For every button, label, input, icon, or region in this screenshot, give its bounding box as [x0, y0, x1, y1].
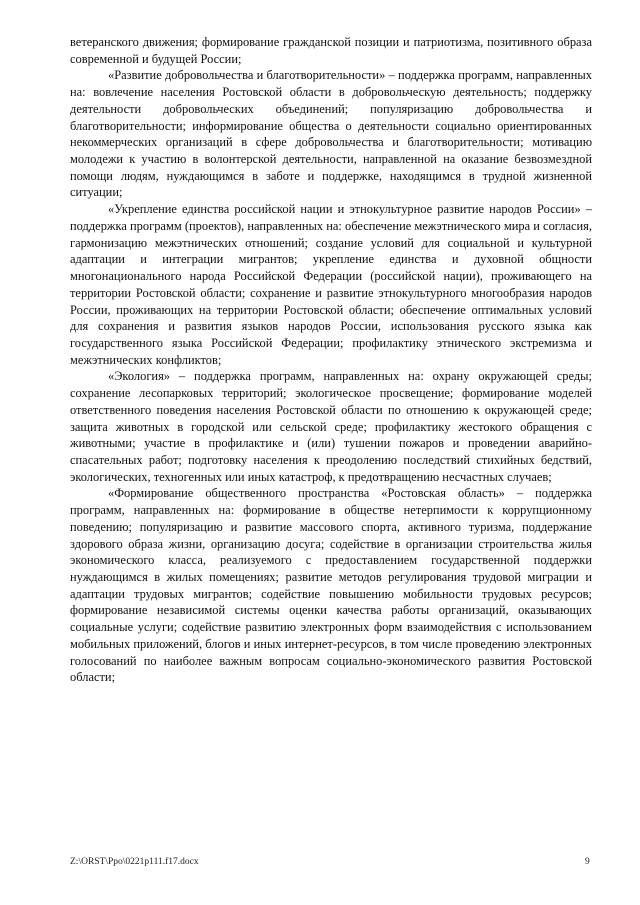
document-body [70, 34, 592, 686]
paragraph-public-space: «Формирование общественного пространства «Ростовская область» – поддержка программ, направленных на: формирование в обществе нетерпимости к коррупционному поведению; популяризацию и развитие массового спорта, активного туризма, поддержание здорового образа жизни, организацию досуга; содействие в организации строительства жилья экономического класса, реализуемого с предоставлением государственной поддержки нуждающимся в жилых помещениях; развитие методов регулирования трудовой миграции и адаптации трудовых мигрантов; содействие повышению мобильности трудовых ресурсов; формирование независимой системы оценки качества работы организаций, оказывающих социальные услуги; содействие развитию электронных форм взаимодействия с использованием мобильных приложений, блогов и иных интернет-ресурсов, в том числе проведению электронных голосований по наиболее важным вопросам социально-экономического развития Ростовской области; [70, 486, 592, 685]
paragraph-volunteering-charity: «Развитие добровольчества и благотворительности» – поддержка программ, направленных на: вовлечение населения Ростовской области в добровольческую деятельность; поддержку деятельности добровольческих объединений; популяризацию добровольчества и благотворительности; информирование общества о деятельности социально ориентированных некоммерческих организаций в сфере добровольчества и благотворительности; мотивацию молодежи к участию в волонтерской деятельности, направленной на оказание безвозмездной помощи людям, нуждающимся в заботе и поддержке, находящимся в трудной жизненной ситуации; [70, 68, 592, 200]
paragraph-veteran-movement-continuation: ветеранского движения; формирование гражданской позиции и патриотизма, позитивного образа современной и будущей России; [70, 35, 592, 66]
footer-file-path: Z:\ORST\Ppo\0221p111.f17.docx [70, 857, 199, 867]
paragraph-national-unity: «Укрепление единства российской нации и этнокультурное развитие народов России» – поддержка программ (проектов), направленных на: обеспечение межэтнического мира и согласия, гармонизацию межэтнических отношений; создание условий для социальной и культурной адаптации и интеграции мигрантов; укрепление единства и духовной общности многонационального народа Российской Федерации (российской нации), проживающего на территории Ростовской области; сохранение и развитие этнокультурного многообразия народов России, проживающих на территории Ростовской области; обеспечение оптимальных условий для сохранения и развития языков народов России, использования русского языка как государственного языка Российской Федерации; профилактику этнического экстремизма и межэтнических конфликтов; [70, 202, 592, 367]
page-number: 9 [585, 857, 590, 867]
paragraph-ecology: «Экология» – поддержка программ, направленных на: охрану окружающей среды; сохранение лесопарковых территорий; экологическое просвещение; формирование моделей ответственного поведения населения Ростовской области по отношению к окружающей среде; защита животных в городской или сельской среде; профилактику жестокого обращения с животными; участие в профилактике и (или) тушении пожаров и проведении аварийно-спасательных работ; подготовку населения к преодолению последствий стихийных бедствий, экологических, техногенных или иных катастроф, к предотвращению несчастных случаев; [70, 369, 592, 484]
